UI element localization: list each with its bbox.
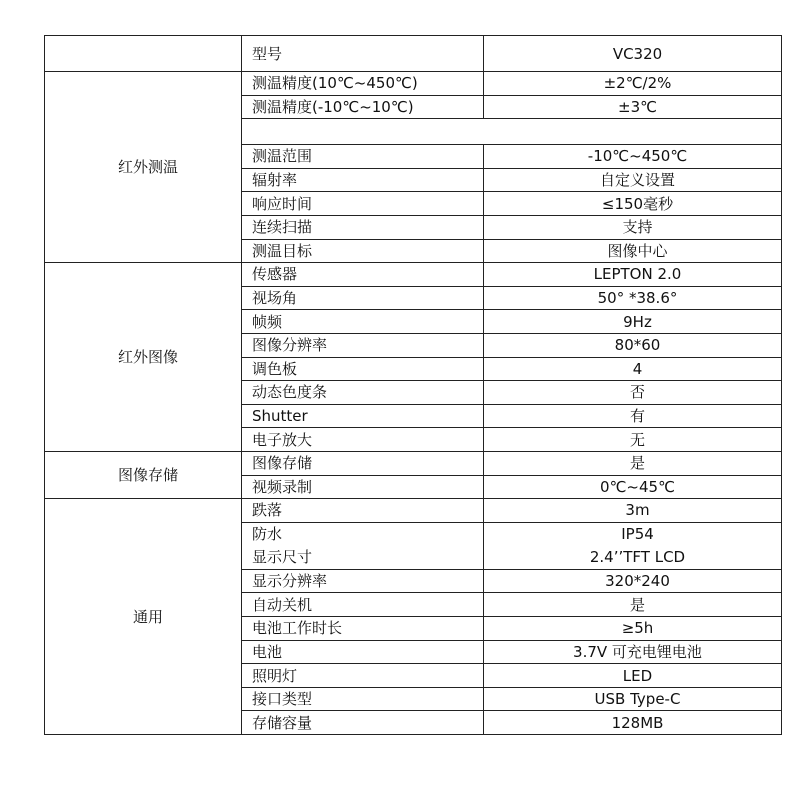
spec-value-cell: 128MB [484,711,782,735]
category-cell: 通用 [45,499,242,735]
spec-item-cell: 显示分辨率 [242,569,484,593]
spec-item-cell: 动态色度条 [242,381,484,405]
spec-value-cell: ±3℃ [484,95,782,119]
spec-item-cell: 响应时间 [242,192,484,216]
spec-item-cell: 测温范围 [242,145,484,169]
spec-item-cell: 图像分辨率 [242,333,484,357]
spec-table-body [45,36,782,735]
spec-value-cell: 9Hz [484,310,782,334]
spec-item-cell: 防水 [242,522,484,546]
spec-row [45,499,782,523]
spec-value-cell: 支持 [484,215,782,239]
spec-row [45,72,782,96]
spec-value-cell: 0℃~45℃ [484,475,782,499]
spec-value-cell: 自定义设置 [484,168,782,192]
spec-value-cell: 3m [484,499,782,523]
spec-item-cell: 显示尺寸 [242,546,484,570]
spec-table [44,35,782,735]
spec-value-cell: 图像中心 [484,239,782,263]
spec-item-cell: 存储容量 [242,711,484,735]
spec-value-cell: -10℃~450℃ [484,145,782,169]
category-cell: 图像存储 [45,451,242,498]
spec-item-cell: 跌落 [242,499,484,523]
spec-item-cell: 连续扫描 [242,215,484,239]
spec-value-cell: IP54 [484,522,782,546]
spec-item-cell: 电池工作时长 [242,617,484,641]
spec-value-cell: 3.7V 可充电锂电池 [484,640,782,664]
category-cell: 红外测温 [45,72,242,263]
spec-item-cell: 视频录制 [242,475,484,499]
spec-item-cell: 辐射率 [242,168,484,192]
spec-value-cell: ≥5h [484,617,782,641]
spec-item-cell: 测温精度(10℃~450℃) [242,72,484,96]
spec-item-cell: 电池 [242,640,484,664]
header-category-cell [45,36,242,72]
spec-value-cell: LED [484,664,782,688]
spec-item-cell: 测温目标 [242,239,484,263]
spec-value-cell: 有 [484,404,782,428]
spec-row [45,451,782,475]
spec-item-cell: 图像存储 [242,451,484,475]
header-item-cell: 型号 [242,36,484,72]
spec-item-cell: 电子放大 [242,428,484,452]
spec-value-cell: 2.4’’TFT LCD [484,546,782,570]
spec-item-cell: 帧频 [242,310,484,334]
spec-item-cell: 视场角 [242,286,484,310]
spec-value-cell: 是 [484,593,782,617]
spec-value-cell: LEPTON 2.0 [484,263,782,287]
spec-value-cell: 是 [484,451,782,475]
spec-item-cell: 调色板 [242,357,484,381]
spec-item-cell: 照明灯 [242,664,484,688]
spec-value-cell: 4 [484,357,782,381]
spec-item-cell: 测温精度(-10℃~10℃) [242,95,484,119]
spec-row [45,263,782,287]
spec-value-cell: 320*240 [484,569,782,593]
spec-value-cell: 50° *38.6° [484,286,782,310]
spec-value-cell: 无 [484,428,782,452]
spec-item-cell: 自动关机 [242,593,484,617]
category-cell: 红外图像 [45,263,242,452]
spec-value-cell: ≤150毫秒 [484,192,782,216]
spec-item-cell: 接口类型 [242,687,484,711]
header-row [45,36,782,72]
blank-cell [242,119,782,145]
spec-item-cell: 传感器 [242,263,484,287]
spec-value-cell: USB Type-C [484,687,782,711]
header-value-cell: VC320 [484,36,782,72]
spec-value-cell: 80*60 [484,333,782,357]
spec-item-cell: Shutter [242,404,484,428]
spec-value-cell: 否 [484,381,782,405]
spec-value-cell: ±2℃/2% [484,72,782,96]
